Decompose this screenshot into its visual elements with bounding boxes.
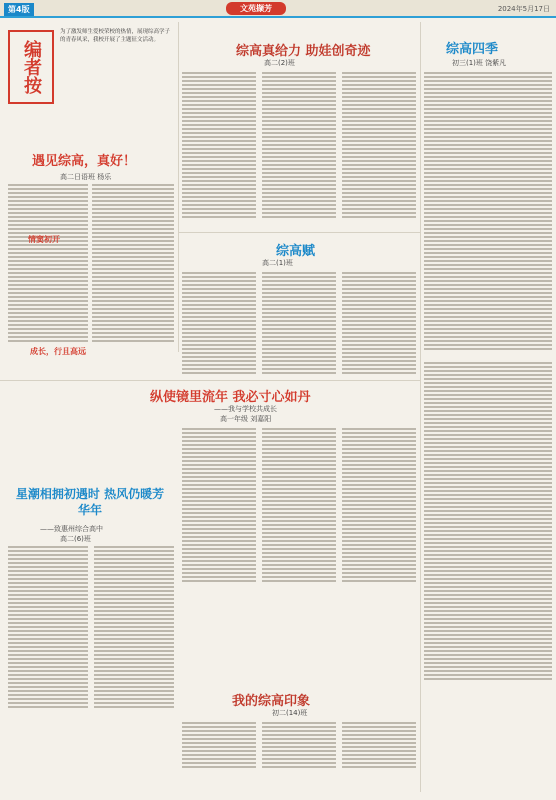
article-text [8, 182, 88, 344]
article-text [262, 270, 336, 376]
divider [178, 22, 179, 352]
article-text [182, 720, 256, 770]
article-byline: 高二(2)班 [264, 59, 295, 67]
article-text [342, 720, 416, 770]
article-subhead: 情窦初开 [28, 235, 60, 244]
article-text [262, 70, 336, 220]
article-text [182, 70, 256, 220]
article-text [262, 720, 336, 770]
article-byline: 初三(1)班 饶紫凡 [452, 59, 507, 67]
article-title: 综高赋 [276, 244, 316, 259]
article-text [8, 544, 88, 710]
article-byline: 高二(6)班 [60, 535, 91, 543]
article-subhead: 成长，行且高远 [30, 347, 86, 356]
article-title: 综高真给力 助娃创奇迹 [236, 44, 371, 59]
article-byline: 高二日语班 杨乐 [60, 173, 112, 181]
article-byline: 高一年级 刘嘉阳 [220, 415, 272, 423]
article-title: 遇见综高，真好！ [32, 154, 137, 169]
editor-note-badge: 编者按 [8, 30, 54, 104]
divider [178, 232, 420, 233]
divider [0, 380, 420, 381]
article-subtitle: ——致惠州综合高中 [40, 525, 103, 533]
article-title: 纵使镜里流年 我必寸心如丹 [150, 390, 311, 405]
article-subtitle: ——我与学校共成长 [214, 405, 277, 413]
page-number: 第4版 [4, 3, 34, 16]
article-byline: 高二(1)班 [262, 259, 293, 267]
article-title: 星潮相拥初遇时 热风仍暖芳华年 [15, 487, 165, 517]
editor-note-text: 为了激发师生爱校荣校的热情，展现综高学子的青春风采，我校开展了主题征文活动。 [60, 29, 171, 43]
article-text [342, 70, 416, 220]
page-header [0, 0, 556, 18]
article-text [94, 544, 174, 710]
issue-date: 2024年5月17日 [497, 5, 550, 13]
article-text [342, 426, 416, 584]
article-text [424, 70, 552, 352]
article-title: 综高四季 [446, 42, 499, 57]
article-title: 我的综高印象 [232, 694, 311, 709]
article-text [182, 270, 256, 376]
article-text [182, 426, 256, 584]
divider [420, 22, 421, 792]
article-text [424, 360, 552, 682]
article-text [262, 426, 336, 584]
section-title: 文苑撷芳 [226, 2, 286, 15]
article-byline: 初二(14)班 [272, 709, 308, 717]
article-text [92, 182, 174, 344]
article-text [342, 270, 416, 376]
